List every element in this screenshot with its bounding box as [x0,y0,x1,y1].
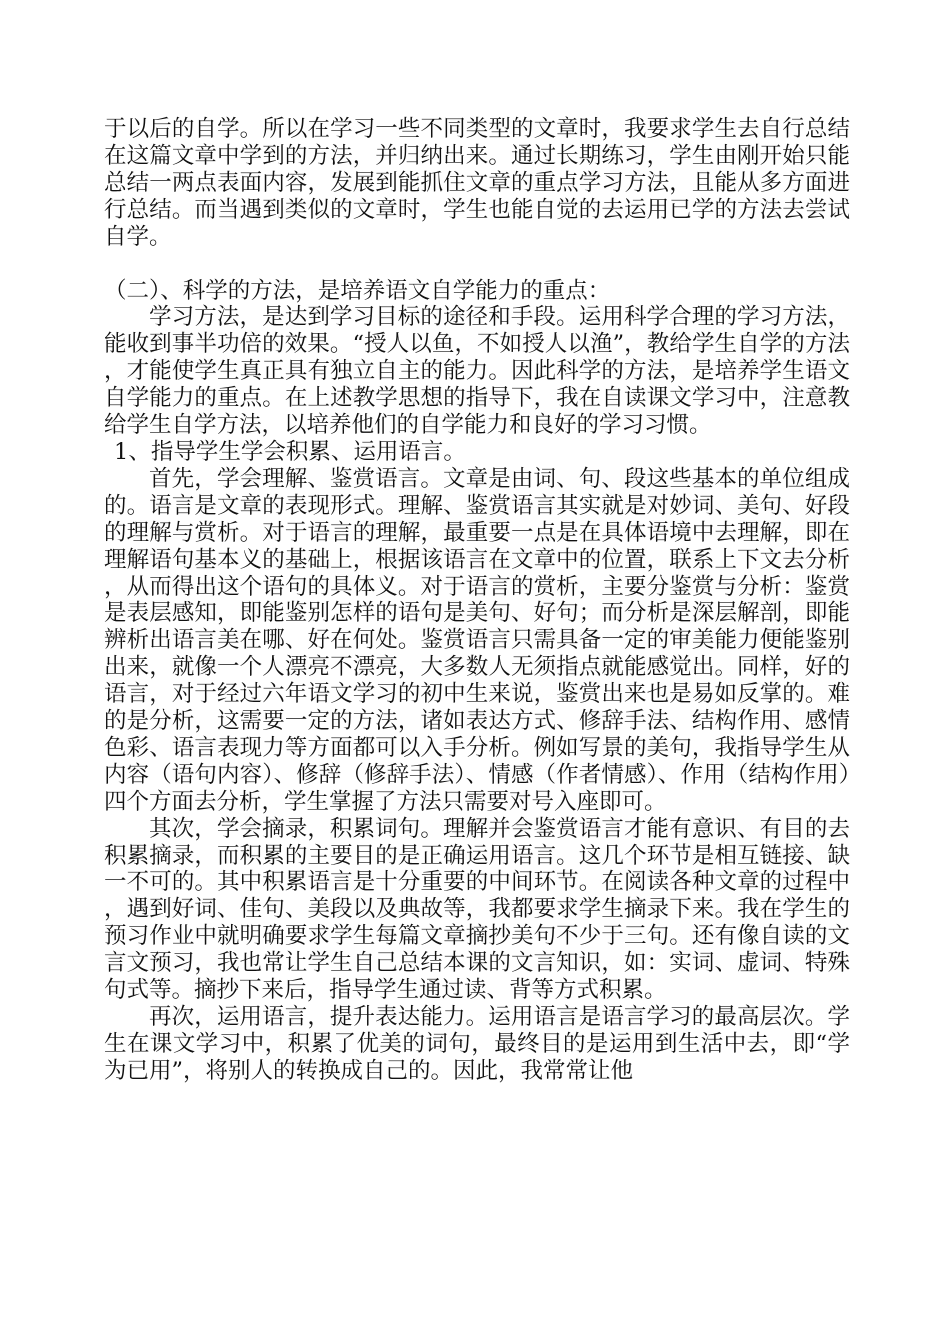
paragraph-second: 其次，学会摘录，积累词句。理解并会鉴赏语言才能有意识、有目的去积累摘录，而积累的主要目的是正确运用语言。这几个环节是相互链接、缺一不可的。其中积累语言是十分重要的中间环节。在阅读各种文章的过程中，遇到好词、佳句、美段以及典故等，我都要求学生摘录下来。我在学生的预习作业中就明确要求学生每篇文章摘抄美句不少于三句。还有像自读的文言文预习，我也常让学生自己总结本课的文言知识，如：实词、虚词、特殊句式等。摘抄下来后，指导学生通过读、背等方式积累。 [104,815,850,1004]
list-item-1: 1、指导学生学会积累、运用语言。 [114,438,466,465]
document-page [104,116,850,1085]
paragraph-gap [104,251,850,278]
paragraph-first: 首先，学会理解、鉴赏语言。文章是由词、句、段这些基本的单位组成的。语言是文章的表现形式。理解、鉴赏语言其实就是对妙词、美句、好段的理解与赏析。对于语言的理解，最重要一点是在具体语境中去理解，即在理解语句基本义的基础上，根据该语言在文章中的位置，联系上下文去分析，从而得出这个语句的具体义。对于语言的赏析，主要分鉴赏与分析：鉴赏是表层感知，即能鉴别怎样的语句是美句、好句；而分析是深层解剖，即能辨析出语言美在哪、好在何处。鉴赏语言只需具备一定的审美能力便能鉴别出来，就像一个人漂亮不漂亮，大多数人无须指点就能感觉出。同样，好的语言，对于经过六年语文学习的初中生来说，鉴赏出来也是易如反掌的。难的是分析，这需要一定的方法，诸如表达方式、修辞手法、结构作用、感情色彩、语言表现力等方面都可以入手分析。例如写景的美句，我指导学生从内容（语句内容）、修辞（修辞手法）、情感（作者情感）、作用（结构作用）四个方面去分析，学生掌握了方法只需要对号入座即可。 [104,465,850,815]
paragraph-continuation: 于以后的自学。所以在学习一些不同类型的文章时，我要求学生去自行总结在这篇文章中学到的方法，并归纳出来。通过长期练习，学生由刚开始只能总结一两点表面内容，发展到能抓住文章的重点学习方法，且能从多方面进行总结。而当遇到类似的文章时，学生也能自觉的去运用已学的方法去尝试自学。 [104,116,850,250]
paragraph-methods: 学习方法，是达到学习目标的途径和手段。运用科学合理的学习方法，能收到事半功倍的效果。“授人以鱼，不如授人以渔”，教给学生自学的方法，才能使学生真正具有独立自主的能力。因此科学的方法，是培养学生语文自学能力的重点。在上述教学思想的指导下，我在自读课文学习中，注意教给学生自学方法，以培养他们的自学能力和良好的学习习惯。 [104,304,850,439]
section-heading: （二）、科学的方法，是培养语文自学能力的重点： [104,277,611,304]
paragraph-third: 再次，运用语言，提升表达能力。运用语言是语言学习的最高层次。学生在课文学习中，积累了优美的词句，最终目的是运用到生活中去，即“学为已用”，将别人的转换成自己的。因此，我常常让他 [104,1004,850,1084]
